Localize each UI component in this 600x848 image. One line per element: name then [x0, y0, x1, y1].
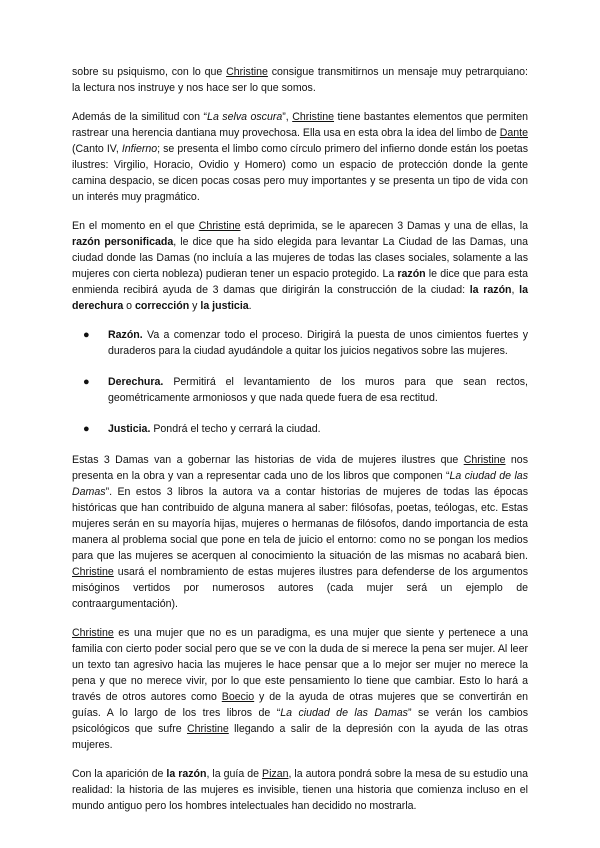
title-ciudad-damas: La ciudad de las Damas — [72, 470, 528, 498]
bullet-text: Va a comenzar todo el proceso. Dirigirá la puesta de unos cimientos fuertes y duraderos para la ciudad ayudándole a quitar los juicios negativos sobre las mujeres. — [108, 329, 528, 357]
paragraph-2 — [72, 109, 528, 205]
text-run: , la autora pondrá sobre la mesa de su estudio una realidad: la historia de las mujeres es invisible, tienen una historia que comienza incluso en el mundo antiguo pero los hombres intelectuales han decidido no mostrarla. — [72, 768, 528, 812]
bullet-icon: ● — [83, 376, 90, 388]
name-dante: Dante — [499, 127, 528, 139]
text-run: consigue transmitirnos un mensaje muy petrarquiano: la lectura nos instruye y nos hace ser lo que somos. — [72, 66, 528, 94]
document-body — [72, 64, 528, 827]
name-christine: Christine — [292, 111, 335, 123]
text-run: (Canto IV, — [72, 143, 122, 155]
title-infierno: Infierno — [121, 143, 158, 155]
list-item — [72, 374, 528, 406]
name-christine: Christine — [463, 454, 506, 466]
name-christine: Christine — [226, 66, 268, 78]
paragraph-1 — [72, 64, 528, 96]
bullet-list — [72, 327, 528, 437]
text-run: ”. En estos 3 libros la autora va a contar historias de mujeres de todas las épocas históricas que han contribuido de alguna manera al saber: filósofas, poetas, teólogas, etc. Estas mujeres serán en su mayoría hijas, mujeres o hermanas de filósofos, dando importancia de esta manera al problema social que pone en tela de juicio el entorno: como no se pongan los medios para que las mujeres se acerquen al conocimiento la situación de las mismas no acabará bien. — [72, 486, 528, 562]
text-run: , la guía de — [206, 768, 262, 780]
text-run: le dice que para esta enmienda recibirá ayuda de 3 damas que dirigirán la construcción de la ciudad: — [72, 268, 528, 296]
bold-term: la justicia — [200, 300, 249, 312]
text-run: En el momento en el que — [72, 220, 199, 232]
text-run: sobre su psiquismo, con lo que — [72, 66, 227, 78]
name-christine: Christine — [72, 627, 114, 639]
bullet-icon: ● — [83, 423, 90, 435]
text-run: Estas 3 Damas van a gobernar las historias de vida de mujeres ilustres que — [72, 454, 464, 466]
list-item — [72, 327, 528, 359]
paragraph-5 — [72, 625, 528, 753]
text-run: , — [511, 284, 520, 296]
text-run: . — [248, 300, 252, 312]
text-run: o — [123, 300, 136, 312]
name-boecio: Boecio — [221, 691, 255, 703]
bold-term: la razón — [469, 284, 512, 296]
bullet-icon: ● — [83, 329, 90, 341]
title-ciudad-damas: La ciudad de las Damas — [280, 707, 408, 719]
bold-term: razón personificada — [72, 236, 174, 248]
text-run: usará el nombramiento de estas mujeres ilustres para defenderse de los argumentos misóginos vertidos por numerosos autores (cada mujer será un ejemplo de contraargumentación). — [72, 566, 528, 610]
bullet-term: Razón. — [108, 329, 143, 341]
text-run: ”, — [282, 111, 293, 123]
text-run: está deprimida, se le aparecen 3 Damas y una de ellas, la — [240, 220, 528, 232]
text-run: Además de la similitud con “ — [72, 111, 208, 123]
list-item — [72, 421, 528, 437]
bullet-text: Permitirá el levantamiento de los muros para que sean rectos, geométricamente armoniosos y que nada quede fuera de esa rectitud. — [108, 376, 528, 404]
bold-term: la razón — [166, 768, 207, 780]
text-run: nos presenta en la obra y van a representar cada uno de los libros que componen “ — [72, 454, 528, 482]
text-run: llegando a salir de la depresión con la ayuda de las otras mujeres. — [72, 723, 528, 751]
name-christine: Christine — [198, 220, 241, 232]
name-pizan: Pizan — [262, 768, 289, 780]
text-run: y — [189, 300, 201, 312]
text-run: ” se verán los cambios psicológicos que sufre — [72, 707, 528, 735]
bold-term: la derechura — [72, 284, 528, 312]
name-christine: Christine — [72, 566, 114, 578]
text-run: y de la ayuda de otras mujeres que se convertirán en guías. A lo largo de los tres libros de “ — [72, 691, 529, 719]
bullet-term: Justicia. — [108, 423, 151, 435]
paragraph-6 — [72, 766, 528, 814]
bold-term: corrección — [135, 300, 190, 312]
text-run: , le dice que ha sido elegida para levantar La Ciudad de las Damas, una ciudad donde las Damas (no incluía a las mujeres de todas las clases sociales, solamente a las mujeres con cierta nobleza) pudieran tener un espacio protegido. La — [72, 236, 528, 280]
paragraph-4 — [72, 452, 528, 612]
text-run: ; se presenta el limbo como círculo primero del infierno donde están los poetas ilustres: Virgilio, Horacio, Ovidio y Homero) como un espacio de protección donde la gente camina despacio, se dicen pocas cosas pero muy importantes y se presenta un tipo de vida con un interés muy pragmático. — [72, 143, 528, 203]
bullet-term: Derechura. — [108, 376, 164, 388]
title-selva-oscura: La selva oscura — [207, 111, 283, 123]
bullet-text: Pondrá el techo y cerrará la ciudad. — [150, 423, 321, 435]
name-christine: Christine — [186, 723, 229, 735]
paragraph-3 — [72, 218, 528, 314]
bold-term: razón — [397, 268, 426, 280]
text-run: es una mujer que no es un paradigma, es una mujer que siente y pertenece a una familia con cierto poder social pero que se ve con la duda de si merece la pena ser mujer. Al leer un texto tan agresivo hacia las mujeres le hace pensar que a lo mejor ser mujer no merece la pena y que no merece vivir, por lo que este pensamiento lo tiene que cambiar. Esto lo hará a través de otros autores como — [72, 627, 528, 703]
text-run: tiene bastantes elementos que permiten rastrear una herencia dantiana muy provechosa. Ella usa en esta obra la idea del limbo de — [72, 111, 528, 139]
text-run: Con la aparición de — [72, 768, 167, 780]
